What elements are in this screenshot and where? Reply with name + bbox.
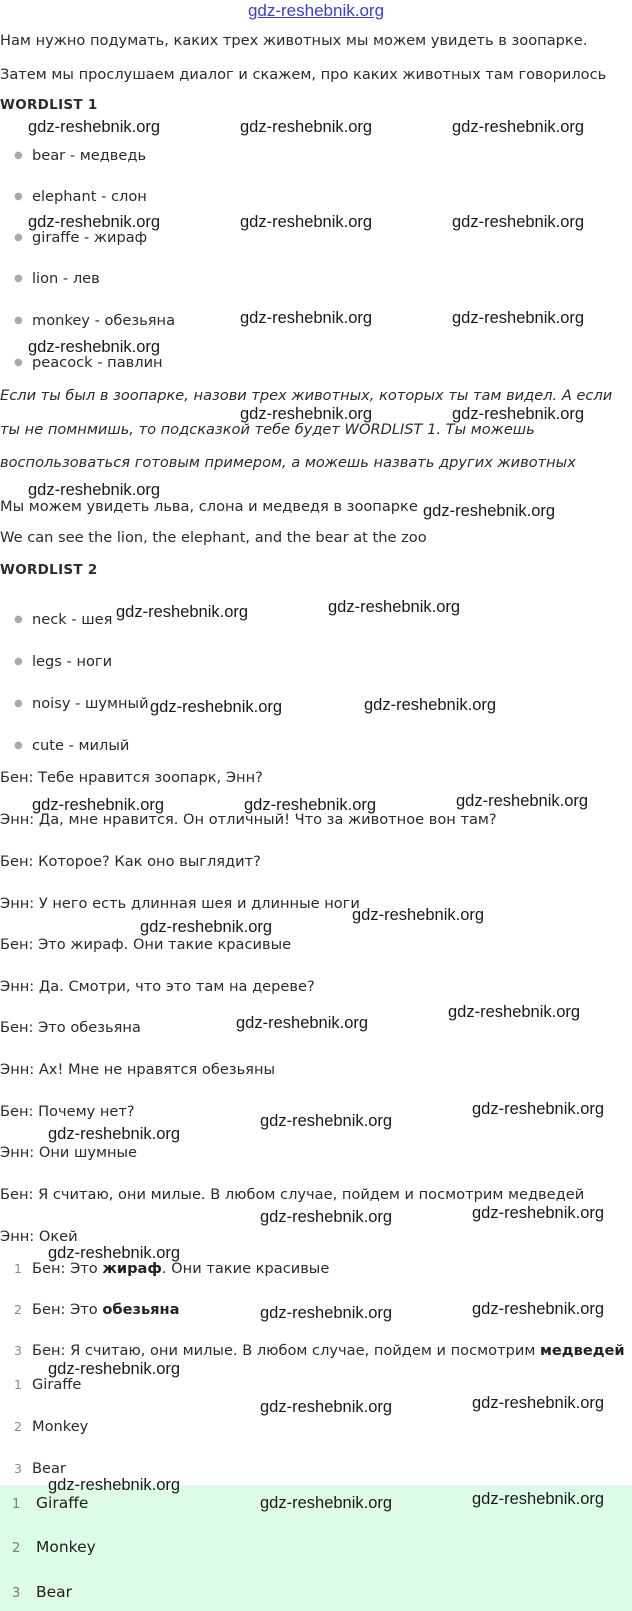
watermark: gdz-reshebnik.org (452, 405, 585, 423)
bullet-icon: ● (14, 150, 23, 161)
site-title[interactable]: gdz-reshebnik.org (247, 1, 385, 20)
intro-line-1: Нам нужно подумать, каких трех животных мы можем увидеть в зоопарке. (0, 32, 588, 49)
answer-item: 1 Giraffe (14, 1376, 82, 1393)
list-item: ● monkey - обезьяна (14, 312, 176, 329)
wordlist1-heading: WORDLIST 1 (0, 97, 98, 113)
watermark: gdz-reshebnik.org (472, 1394, 605, 1412)
list-item: ● cute - милый (14, 737, 130, 754)
watermark: gdz-reshebnik.org (260, 1494, 393, 1512)
watermark: gdz-reshebnik.org (116, 603, 249, 621)
final-answer-item: 2 Monkey (12, 1538, 96, 1556)
watermark: gdz-reshebnik.org (150, 698, 283, 716)
watermark: gdz-reshebnik.org (28, 338, 161, 356)
bullet-icon: ● (14, 614, 23, 625)
answer-item: 3 Bear (14, 1460, 66, 1477)
watermark: gdz-reshebnik.org (472, 1490, 605, 1508)
watermark: gdz-reshebnik.org (452, 309, 585, 327)
wordlist2-heading: WORDLIST 2 (0, 562, 98, 578)
bullet-icon: ● (14, 656, 23, 667)
task-line-3: воспользоваться готовым примером, а можешь назвать других животных (0, 454, 576, 471)
list-item: ● noisy - шумный (14, 695, 149, 712)
watermark: gdz-reshebnik.org (48, 1125, 181, 1143)
bullet-icon: ● (14, 357, 23, 368)
task-line-2: ты не помнмишь, то подсказкой тебе будет WORDLIST 1. Ты можешь (0, 421, 535, 438)
dialogue-line: Бен: Это обезьяна (0, 1019, 141, 1036)
list-item: ● neck - шея (14, 611, 113, 628)
list-item: ● giraffe - жираф (14, 229, 148, 246)
answer-item: 2 Monkey (14, 1418, 89, 1435)
bullet-icon: ● (14, 232, 23, 243)
bullet-icon: ● (14, 740, 23, 751)
dialogue-line: Бен: Это жираф. Они такие красивые (0, 936, 292, 953)
watermark: gdz-reshebnik.org (236, 1014, 369, 1032)
watermark: gdz-reshebnik.org (452, 213, 585, 231)
watermark: gdz-reshebnik.org (352, 906, 485, 924)
watermark: gdz-reshebnik.org (472, 1300, 605, 1318)
bullet-icon: ● (14, 698, 23, 709)
dialogue-line: Энн: Да, мне нравится. Он отличный! Что за животное вон там? (0, 811, 497, 828)
watermark: gdz-reshebnik.org (260, 1398, 393, 1416)
example-en: We can see the lion, the elephant, and the bear at the zoo (0, 529, 427, 546)
watermark: gdz-reshebnik.org (456, 792, 589, 810)
intro-line-2: Затем мы прослушаем диалог и скажем, про каких животных там говорилось (0, 66, 607, 83)
watermark: gdz-reshebnik.org (260, 1112, 393, 1130)
list-item: ● bear - медведь (14, 147, 147, 164)
watermark: gdz-reshebnik.org (28, 118, 161, 136)
watermark: gdz-reshebnik.org (48, 1244, 181, 1262)
watermark: gdz-reshebnik.org (240, 309, 373, 327)
watermark: gdz-reshebnik.org (328, 598, 461, 616)
dialogue-line: Энн: Окей (0, 1228, 78, 1245)
watermark: gdz-reshebnik.org (260, 1208, 393, 1226)
final-answer-item: 1 Giraffe (12, 1494, 89, 1512)
watermark: gdz-reshebnik.org (260, 1304, 393, 1322)
watermark: gdz-reshebnik.org (472, 1100, 605, 1118)
highlight-sentence: 2 Бен: Это обезьяна (14, 1301, 180, 1318)
dialogue-line: Бен: Которое? Как оно выглядит? (0, 853, 261, 870)
final-answer-item: 3 Bear (12, 1583, 73, 1601)
highlight-sentence: 3 Бен: Я считаю, они милые. В любом случае, пойдем и посмотрим медведей (14, 1342, 625, 1359)
watermark: gdz-reshebnik.org (28, 481, 161, 499)
watermark: gdz-reshebnik.org (240, 405, 373, 423)
watermark: gdz-reshebnik.org (140, 918, 273, 936)
list-item: ● elephant - слон (14, 188, 147, 205)
dialogue-line: Энн: Да. Смотри, что это там на дереве? (0, 978, 315, 995)
highlight-sentence: 1 Бен: Это жираф. Они такие красивые (14, 1260, 330, 1277)
dialogue-line: Энн: У него есть длинная шея и длинные ноги (0, 895, 360, 912)
watermark: gdz-reshebnik.org (452, 118, 585, 136)
watermark: gdz-reshebnik.org (472, 1204, 605, 1222)
task-line-1: Если ты был в зоопарке, назови трех животных, которых ты там видел. А если (0, 387, 613, 404)
dialogue-line: Бен: Тебе нравится зоопарк, Энн? (0, 769, 263, 786)
watermark: gdz-reshebnik.org (240, 213, 373, 231)
bullet-icon: ● (14, 191, 23, 202)
bullet-icon: ● (14, 315, 23, 326)
bullet-icon: ● (14, 273, 23, 284)
watermark: gdz-reshebnik.org (364, 696, 497, 714)
watermark: gdz-reshebnik.org (244, 796, 377, 814)
watermark: gdz-reshebnik.org (48, 1360, 181, 1378)
dialogue-line: Энн: Ах! Мне не нравятся обезьяны (0, 1061, 276, 1078)
example-ru: Мы можем увидеть льва, слона и медведя в зоопарке (0, 498, 418, 515)
dialogue-line: Бен: Почему нет? (0, 1103, 135, 1120)
watermark: gdz-reshebnik.org (28, 213, 161, 231)
dialogue-line: Бен: Я считаю, они милые. В любом случае, пойдем и посмотрим медведей (0, 1186, 585, 1203)
watermark: gdz-reshebnik.org (423, 502, 556, 520)
watermark: gdz-reshebnik.org (48, 1476, 181, 1494)
watermark: gdz-reshebnik.org (448, 1003, 581, 1021)
dialogue-line: Энн: Они шумные (0, 1144, 138, 1161)
watermark: gdz-reshebnik.org (240, 118, 373, 136)
list-item: ● peacock - павлин (14, 354, 163, 371)
watermark: gdz-reshebnik.org (32, 796, 165, 814)
list-item: ● legs - ноги (14, 653, 113, 670)
list-item: ● lion - лев (14, 270, 100, 287)
